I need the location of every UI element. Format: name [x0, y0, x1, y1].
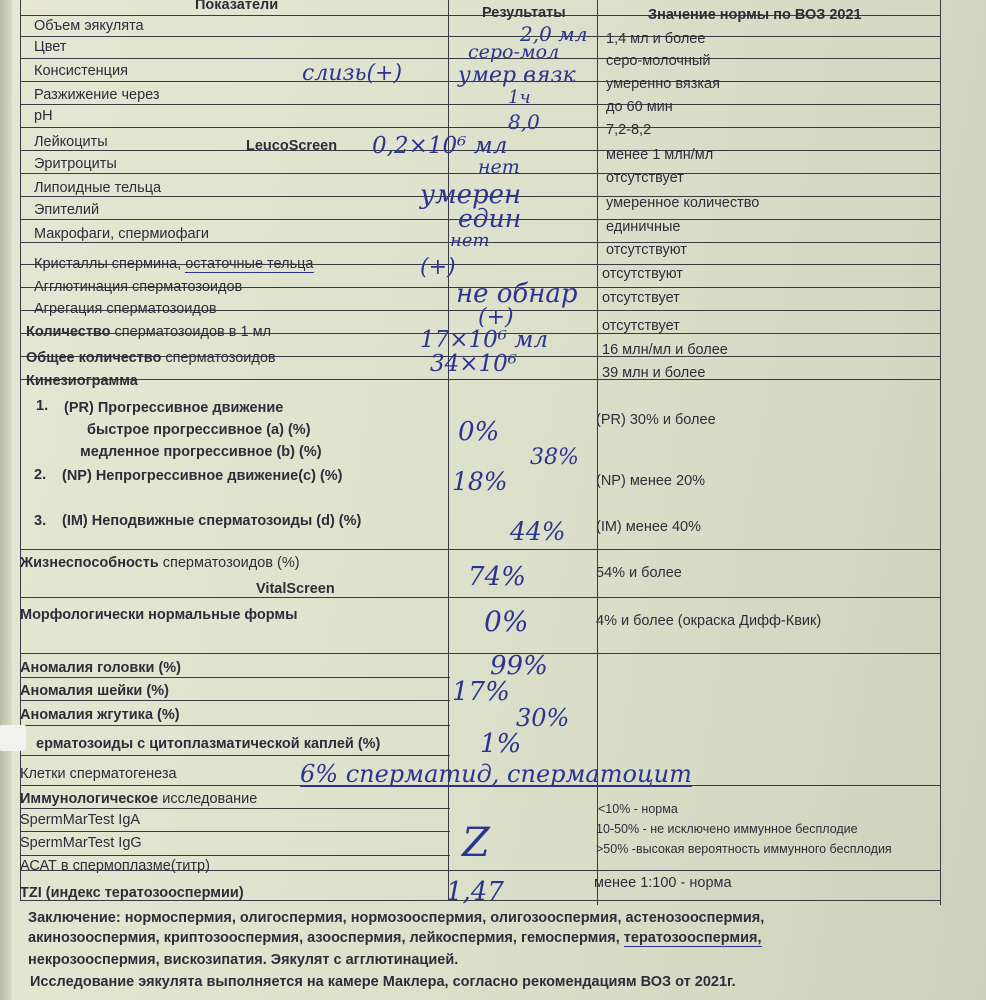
header-results: Результаты	[482, 5, 566, 21]
row-leukocytes-norm: менее 1 млн/мл	[606, 147, 714, 163]
grid-line	[20, 700, 450, 701]
kinesio-im-norm: (IM) менее 40%	[596, 519, 702, 535]
grid-line	[20, 653, 940, 654]
anomaly-tail-result: 30%	[516, 704, 570, 732]
kinesio-pr-b-result: 38%	[530, 445, 579, 470]
row-consistency-note: слизь(+)	[302, 61, 403, 86]
immuno-iga: SpermMarTest IgA	[20, 812, 141, 828]
row-erythrocytes-label: Эритроциты	[34, 156, 117, 172]
row-color-result: серо-мол	[468, 41, 560, 63]
conclusion-line-3: некрозооспермия, вискозипатия. Эякулят с агглютинацией.	[28, 952, 459, 968]
tzi-label: TZI (индекс тератозооспермии)	[20, 885, 244, 901]
morphology-norm: 4% и более (окраска Дифф-Квик)	[596, 613, 822, 629]
row-count-norm: 16 млн/мл и более	[602, 342, 728, 358]
vitality-label-b: Жизнеспособность	[20, 555, 159, 571]
row-consistency-label: Консистенция	[34, 63, 128, 79]
row-liquefaction-label: Разжижение через	[34, 87, 160, 103]
immuno-acat: АСАТ в спермоплазме(титр)	[20, 858, 210, 874]
conclusion-line-2-text: акинозооспермия, криптозооспермия, азооспермия, лейкоспермия, гемоспермия,	[28, 930, 624, 946]
anomaly-tail-label: Аномалия жгутика (%)	[20, 707, 180, 723]
row-crystals-result: (+)	[420, 255, 456, 280]
vitality-label-rest: сперматозоидов (%)	[158, 555, 300, 571]
grid-line	[20, 855, 450, 856]
grid-line	[20, 677, 450, 678]
header-norms: Значение нормы по ВОЗ 2021	[648, 7, 862, 23]
row-lipoid-label: Липоидные тельца	[34, 180, 162, 196]
spermatogenesis-label: Клетки сперматогенеза	[20, 766, 177, 782]
row-ph-norm: 7,2-8,2	[606, 122, 652, 138]
row-total-label-b: Общее количество	[26, 350, 162, 366]
kinesio-im-result: 44%	[510, 517, 566, 546]
kinesio-im-num: 3.	[34, 513, 47, 529]
vitality-label	[20, 554, 300, 572]
row-epithelium-result: един	[458, 204, 522, 233]
row-epithelium-norm: единичные	[606, 219, 681, 235]
row-total-norm: 39 млн и более	[602, 365, 706, 381]
vitality-method: VitalScreen	[256, 581, 335, 597]
row-crystals-label-b: остаточные тельца	[185, 256, 314, 272]
row-crystals-norm: отсутствуют	[602, 266, 683, 282]
anomaly-neck-label: Аномалия шейки (%)	[20, 683, 169, 699]
paper-corner-fold	[0, 725, 26, 751]
row-agglutination-label: Агглютинация сперматозоидов	[34, 279, 243, 295]
row-total-result: 34×10⁶	[430, 351, 518, 377]
kinesio-pr-num: 1.	[36, 398, 49, 414]
grid-line	[20, 597, 940, 598]
grid-line	[20, 104, 940, 105]
anomaly-cyto-result: 1%	[480, 729, 522, 759]
row-count-label-rest: сперматозоидов в 1 мл	[110, 324, 272, 340]
immuno-label	[20, 790, 257, 808]
footer-note: Исследование эякулята выполняется на камере Маклера, согласно рекомендациям ВОЗ от 2021г.	[30, 974, 736, 990]
immuno-acat-norm: менее 1:100 - норма	[594, 875, 732, 891]
row-lipoid-result: умерен	[420, 180, 522, 210]
grid-line	[20, 831, 450, 832]
row-volume-norm: 1,4 мл и более	[606, 31, 706, 47]
conclusion-line-2	[28, 929, 762, 947]
row-leukocytes-method: LeucoScreen	[246, 138, 338, 154]
row-ph-result: 8,0	[508, 110, 540, 134]
grid-line	[20, 755, 450, 756]
kinesio-title: Кинезиограмма	[26, 373, 138, 389]
row-consistency-result: умер вязк	[458, 63, 576, 88]
grid-line	[20, 127, 940, 128]
row-count-result: 17×10⁶ мл	[420, 327, 549, 353]
tzi-result: 1,47	[446, 877, 504, 907]
grid-line	[20, 808, 450, 809]
row-erythrocytes-result: нет	[478, 156, 520, 178]
kinesio-np-label: (NP) Непрогрессивное движение(c) (%)	[62, 468, 343, 484]
anomaly-head-result: 99%	[490, 651, 548, 681]
immuno-igg: SpermMarTest IgG	[20, 835, 142, 851]
row-aggregation-norm: отсутствует	[602, 318, 680, 334]
kinesio-pr-label: (PR) Прогрессивное движение	[64, 400, 284, 416]
immuno-label-rest: исследование	[158, 791, 258, 807]
row-liquefaction-norm: до 60 мин	[606, 99, 673, 115]
row-count-label-b: Количество	[26, 324, 111, 340]
vitality-result: 74%	[468, 562, 526, 592]
row-crystals-label-a: Кристаллы спермина,	[34, 256, 186, 272]
row-aggregation-label: Агрегация сперматозоидов	[34, 301, 217, 317]
row-volume-result: 2,0 мл	[520, 22, 588, 46]
row-color-norm: серо-молочный	[606, 53, 711, 69]
vitality-norm: 54% и более	[596, 565, 682, 581]
row-total-label	[26, 349, 276, 367]
immuno-note-3: >50% -высокая вероятность иммунного бесплодия	[596, 842, 892, 856]
immuno-label-b: Иммунологическое	[20, 791, 159, 807]
row-lipoid-norm: умеренное количество	[606, 195, 760, 211]
conclusion-label: Заключение:	[28, 910, 121, 926]
immuno-result-mark: Z	[462, 820, 490, 866]
row-leukocytes-result: 0,2×10⁶ мл	[372, 133, 508, 159]
anomaly-cyto-label: ерматозоиды с цитоплазматической каплей (%)	[36, 736, 381, 752]
row-count-label	[26, 323, 271, 341]
immuno-note-1: <10% - норма	[598, 802, 678, 816]
row-color-label: Цвет	[34, 39, 67, 55]
row-leukocytes-label: Лейкоциты	[34, 134, 108, 150]
row-aggregation-result: (+)	[478, 305, 514, 330]
row-volume-label: Объем эякулята	[34, 18, 144, 34]
row-agglutination-result: не обнар	[456, 279, 578, 309]
conclusion-line-2-underlined: тератозооспермия,	[623, 930, 762, 946]
row-epithelium-label: Эпителий	[34, 202, 100, 218]
anomaly-head-label: Аномалия головки (%)	[20, 660, 181, 676]
grid-line	[940, 0, 941, 905]
conclusion-line-1-text: нормоспермия, олигоспермия, нормозооспермия, олигозооспермия, астенозооспермия,	[120, 910, 765, 926]
kinesio-im-label: (IM) Неподвижные сперматозоиды (d) (%)	[62, 513, 362, 529]
row-erythrocytes-norm: отсутствует	[606, 170, 684, 186]
header-indicators: Показатели	[195, 0, 279, 13]
conclusion-line-1	[28, 909, 764, 927]
kinesio-pr-a-label: быстрое прогрессивное (а) (%)	[87, 422, 311, 438]
row-crystals-label	[34, 255, 314, 273]
row-ph-label: pH	[34, 108, 53, 124]
row-total-label-rest: сперматозоидов	[161, 350, 276, 366]
morphology-label: Морфологически нормальные формы	[20, 607, 298, 623]
kinesio-np-num: 2.	[34, 467, 47, 483]
row-macrophages-label: Макрофаги, спермиофаги	[34, 226, 209, 242]
morphology-result: 0%	[484, 605, 529, 638]
grid-line	[20, 36, 940, 37]
row-macrophages-result: нет	[450, 230, 490, 251]
grid-line	[20, 379, 940, 380]
spermatogenesis-result: 6% сперматид, сперматоцит	[300, 760, 692, 788]
row-liquefaction-result: 1ч	[508, 87, 531, 108]
immuno-note-2: 10-50% - не исключено иммунное бесплодие	[596, 822, 858, 836]
kinesio-np-norm: (NP) менее 20%	[596, 473, 706, 489]
kinesio-np-result: 18%	[452, 467, 508, 496]
row-macrophages-norm: отсутствуют	[606, 242, 687, 258]
kinesio-pr-norm: (PR) 30% и более	[596, 412, 716, 428]
kinesio-pr-b-label: медленное прогрессивное (b) (%)	[80, 444, 322, 460]
row-agglutination-norm: отсутствует	[602, 290, 680, 306]
kinesio-pr-a-result: 0%	[458, 417, 500, 447]
grid-line	[20, 549, 940, 550]
anomaly-neck-result: 17%	[452, 677, 510, 707]
row-consistency-norm: умеренно вязкая	[606, 76, 720, 92]
grid-line	[20, 725, 450, 726]
